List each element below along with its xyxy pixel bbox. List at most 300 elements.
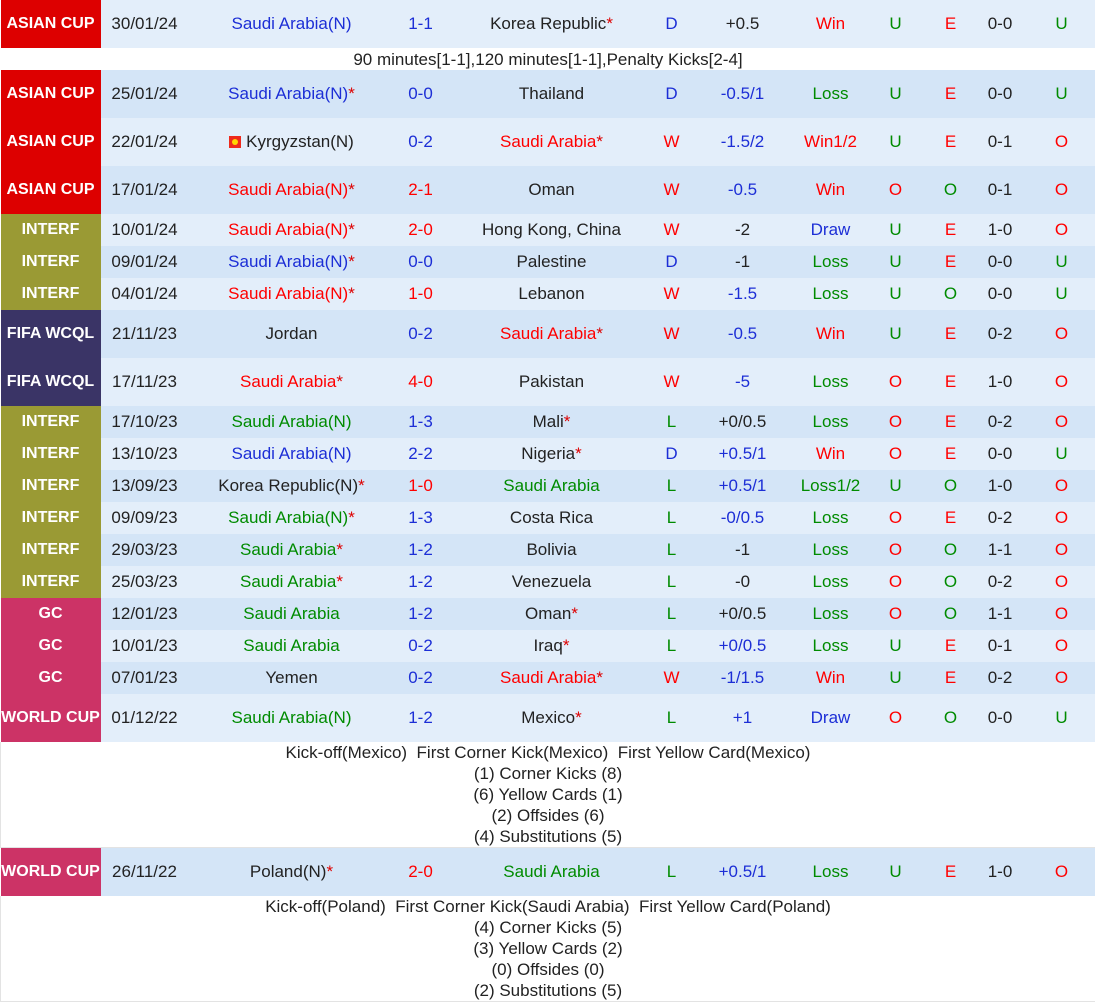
over-under-text: U bbox=[889, 636, 901, 655]
home-team[interactable] bbox=[189, 278, 395, 310]
final-score-text[interactable]: 2-0 bbox=[408, 862, 433, 881]
odd-even bbox=[929, 566, 973, 598]
match-detail bbox=[1, 896, 1095, 1002]
away-team-name[interactable]: Mali bbox=[533, 412, 564, 431]
half-time-score bbox=[973, 246, 1028, 278]
match-result bbox=[657, 278, 687, 310]
half-time-over-under-text: O bbox=[1055, 508, 1068, 527]
half-time-over-under bbox=[1028, 848, 1095, 896]
match-result-text: L bbox=[667, 862, 676, 881]
home-team[interactable] bbox=[189, 848, 395, 896]
half-time-score-text: 0-2 bbox=[988, 572, 1013, 591]
match-result bbox=[657, 0, 687, 48]
final-score-text[interactable]: 1-2 bbox=[408, 708, 433, 727]
half-time-score bbox=[973, 848, 1028, 896]
league-badge[interactable] bbox=[1, 470, 101, 502]
away-team-name[interactable]: Bolivia bbox=[526, 540, 576, 559]
handicap-line-text: -1 bbox=[735, 252, 750, 271]
odd-even bbox=[929, 848, 973, 896]
handicap-result bbox=[799, 310, 863, 358]
away-team[interactable] bbox=[447, 118, 657, 166]
over-under-text: U bbox=[889, 324, 901, 343]
handicap-line-text: -0.5 bbox=[728, 180, 757, 199]
away-team-name[interactable]: Saudi Arabia bbox=[503, 476, 599, 495]
league-name: INTERF bbox=[22, 253, 80, 270]
half-time-over-under-text: O bbox=[1055, 862, 1068, 881]
handicap-line bbox=[687, 694, 799, 742]
half-time-score-text: 0-0 bbox=[988, 284, 1013, 303]
match-row bbox=[1, 214, 1095, 246]
final-score-text[interactable]: 0-2 bbox=[408, 324, 433, 343]
home-team-name[interactable]: Saudi Arabia(N) bbox=[228, 252, 348, 271]
home-team[interactable] bbox=[189, 598, 395, 630]
handicap-line-text: -2 bbox=[735, 220, 750, 239]
final-score-text[interactable]: 1-3 bbox=[408, 412, 433, 431]
over-under bbox=[863, 694, 929, 742]
away-team[interactable] bbox=[447, 694, 657, 742]
half-time-over-under-text: U bbox=[1055, 14, 1067, 33]
over-under-text: U bbox=[889, 862, 901, 881]
final-score[interactable] bbox=[395, 534, 447, 566]
league-badge[interactable] bbox=[1, 310, 101, 358]
league-badge[interactable] bbox=[1, 598, 101, 630]
match-date-text: 09/01/24 bbox=[111, 252, 177, 271]
away-team[interactable] bbox=[447, 566, 657, 598]
odd-even bbox=[929, 630, 973, 662]
league-badge[interactable] bbox=[1, 166, 101, 214]
away-team-name[interactable]: Thailand bbox=[519, 84, 584, 103]
away-team-name[interactable]: Saudi Arabia bbox=[500, 324, 596, 343]
handicap-result-text: Loss bbox=[813, 540, 849, 559]
home-team-name[interactable]: Yemen bbox=[265, 668, 317, 687]
league-name: INTERF bbox=[22, 413, 80, 430]
home-team-name[interactable]: Saudi Arabia bbox=[240, 372, 336, 391]
home-team-name[interactable]: Saudi Arabia(N) bbox=[228, 284, 348, 303]
match-result-text: L bbox=[667, 604, 676, 623]
away-team[interactable] bbox=[447, 310, 657, 358]
home-team[interactable] bbox=[189, 566, 395, 598]
half-time-over-under-text: O bbox=[1055, 668, 1068, 687]
half-time-over-under bbox=[1028, 694, 1095, 742]
league-name: INTERF bbox=[22, 541, 80, 558]
away-team-name[interactable]: Saudi Arabia bbox=[500, 668, 596, 687]
match-date bbox=[101, 166, 189, 214]
league-name: INTERF bbox=[22, 221, 80, 238]
away-team[interactable] bbox=[447, 662, 657, 694]
match-row bbox=[1, 470, 1095, 502]
league-badge[interactable] bbox=[1, 438, 101, 470]
over-under-text: O bbox=[889, 708, 902, 727]
home-indicator: * bbox=[336, 372, 343, 391]
over-under bbox=[863, 662, 929, 694]
half-time-score-text: 0-1 bbox=[988, 180, 1013, 199]
half-time-over-under-text: O bbox=[1055, 180, 1068, 199]
half-time-score-text: 1-1 bbox=[988, 604, 1013, 623]
home-indicator: * bbox=[348, 252, 355, 271]
match-date bbox=[101, 214, 189, 246]
match-date bbox=[101, 598, 189, 630]
final-score-text[interactable]: 1-2 bbox=[408, 604, 433, 623]
home-team-name[interactable]: Saudi Arabia bbox=[240, 572, 336, 591]
league-badge[interactable] bbox=[1, 406, 101, 438]
match-result bbox=[657, 694, 687, 742]
odd-even-text: E bbox=[945, 84, 956, 103]
home-team[interactable] bbox=[189, 0, 395, 48]
final-score[interactable] bbox=[395, 310, 447, 358]
league-badge[interactable] bbox=[1, 70, 101, 118]
final-score[interactable] bbox=[395, 502, 447, 534]
half-time-over-under bbox=[1028, 566, 1095, 598]
final-score[interactable] bbox=[395, 630, 447, 662]
half-time-score bbox=[973, 358, 1028, 406]
league-badge[interactable] bbox=[1, 566, 101, 598]
final-score[interactable] bbox=[395, 278, 447, 310]
final-score-text[interactable]: 2-2 bbox=[408, 444, 433, 463]
away-team[interactable] bbox=[447, 0, 657, 48]
home-team-name[interactable]: Korea Republic(N) bbox=[218, 476, 358, 495]
handicap-result bbox=[799, 694, 863, 742]
away-team[interactable] bbox=[447, 166, 657, 214]
final-score-text[interactable]: 0-0 bbox=[408, 84, 433, 103]
away-team[interactable] bbox=[447, 438, 657, 470]
away-indicator: * bbox=[564, 412, 571, 431]
away-team[interactable] bbox=[447, 630, 657, 662]
match-row bbox=[1, 630, 1095, 662]
over-under bbox=[863, 438, 929, 470]
over-under-text: O bbox=[889, 372, 902, 391]
away-team-name[interactable]: Costa Rica bbox=[510, 508, 593, 527]
away-team-name[interactable]: Oman bbox=[528, 180, 574, 199]
final-score[interactable] bbox=[395, 70, 447, 118]
match-result-text: W bbox=[663, 284, 679, 303]
match-result-text: L bbox=[667, 708, 676, 727]
handicap-result bbox=[799, 70, 863, 118]
match-date-text: 04/01/24 bbox=[111, 284, 177, 303]
away-team-name[interactable]: Palestine bbox=[517, 252, 587, 271]
handicap-line-text: -1/1.5 bbox=[721, 668, 764, 687]
final-score[interactable] bbox=[395, 166, 447, 214]
match-date-text: 09/09/23 bbox=[111, 508, 177, 527]
away-team[interactable] bbox=[447, 70, 657, 118]
home-team[interactable] bbox=[189, 662, 395, 694]
odd-even bbox=[929, 662, 973, 694]
handicap-result-text: Draw bbox=[811, 708, 851, 727]
home-team-name[interactable]: Saudi Arabia(N) bbox=[231, 14, 351, 33]
home-indicator: * bbox=[348, 180, 355, 199]
half-time-over-under bbox=[1028, 0, 1095, 48]
match-date-text: 29/03/23 bbox=[111, 540, 177, 559]
match-date bbox=[101, 70, 189, 118]
home-team[interactable] bbox=[189, 246, 395, 278]
final-score-text[interactable]: 0-0 bbox=[408, 252, 433, 271]
half-time-over-under-text: O bbox=[1055, 572, 1068, 591]
match-date bbox=[101, 694, 189, 742]
handicap-line bbox=[687, 70, 799, 118]
detail-line: (0) Offsides (0) bbox=[1, 959, 1095, 980]
home-team[interactable] bbox=[189, 630, 395, 662]
home-team-name[interactable]: Saudi Arabia(N) bbox=[228, 220, 348, 239]
handicap-result bbox=[799, 0, 863, 48]
handicap-result-text: Win bbox=[816, 324, 845, 343]
half-time-over-under-text: O bbox=[1055, 476, 1068, 495]
handicap-result-text: Win bbox=[816, 444, 845, 463]
league-badge[interactable] bbox=[1, 246, 101, 278]
away-team-name[interactable]: Mexico bbox=[521, 708, 575, 727]
half-time-over-under bbox=[1028, 630, 1095, 662]
away-indicator: * bbox=[596, 132, 603, 151]
away-team[interactable] bbox=[447, 502, 657, 534]
home-team-name[interactable]: Saudi Arabia(N) bbox=[231, 708, 351, 727]
league-badge[interactable] bbox=[1, 0, 101, 48]
match-row bbox=[1, 70, 1095, 118]
final-score[interactable] bbox=[395, 848, 447, 896]
odd-even-text: E bbox=[945, 252, 956, 271]
handicap-result bbox=[799, 534, 863, 566]
away-indicator: * bbox=[596, 324, 603, 343]
detail-line: 90 minutes[1-1],120 minutes[1-1],Penalty Kicks[2-4] bbox=[1, 49, 1095, 70]
handicap-result-text: Loss bbox=[813, 84, 849, 103]
final-score-text[interactable]: 4-0 bbox=[408, 372, 433, 391]
match-result-text: D bbox=[665, 444, 677, 463]
final-score[interactable] bbox=[395, 214, 447, 246]
final-score[interactable] bbox=[395, 438, 447, 470]
final-score-text[interactable]: 0-2 bbox=[408, 132, 433, 151]
final-score-text[interactable]: 2-0 bbox=[408, 220, 433, 239]
over-under-text: U bbox=[889, 220, 901, 239]
home-team-name[interactable]: Kyrgyzstan(N) bbox=[246, 132, 354, 151]
home-team[interactable] bbox=[189, 358, 395, 406]
half-time-score-text: 1-0 bbox=[988, 372, 1013, 391]
half-time-score-text: 0-0 bbox=[988, 84, 1013, 103]
home-team-name[interactable]: Jordan bbox=[266, 324, 318, 343]
final-score[interactable] bbox=[395, 566, 447, 598]
away-team-name[interactable]: Nigeria bbox=[521, 444, 575, 463]
final-score[interactable] bbox=[395, 470, 447, 502]
league-name: ASIAN CUP bbox=[6, 85, 94, 102]
handicap-result bbox=[799, 630, 863, 662]
home-team[interactable] bbox=[189, 310, 395, 358]
away-team[interactable] bbox=[447, 470, 657, 502]
league-badge[interactable] bbox=[1, 502, 101, 534]
half-time-score bbox=[973, 118, 1028, 166]
over-under-text: O bbox=[889, 412, 902, 431]
odd-even bbox=[929, 406, 973, 438]
home-team[interactable] bbox=[189, 438, 395, 470]
final-score[interactable] bbox=[395, 246, 447, 278]
home-team[interactable] bbox=[189, 166, 395, 214]
home-team[interactable] bbox=[189, 470, 395, 502]
away-team[interactable] bbox=[447, 598, 657, 630]
home-team[interactable] bbox=[189, 214, 395, 246]
home-team-name[interactable]: Saudi Arabia bbox=[240, 540, 336, 559]
away-team[interactable] bbox=[447, 358, 657, 406]
league-badge[interactable] bbox=[1, 848, 101, 896]
home-team-name[interactable]: Saudi Arabia(N) bbox=[228, 180, 348, 199]
final-score-text[interactable]: 1-0 bbox=[408, 476, 433, 495]
half-time-score bbox=[973, 502, 1028, 534]
half-time-score-text: 0-0 bbox=[988, 14, 1013, 33]
match-date-text: 17/01/24 bbox=[111, 180, 177, 199]
over-under-text: U bbox=[889, 284, 901, 303]
over-under-text: O bbox=[889, 444, 902, 463]
away-team-name[interactable]: Hong Kong, China bbox=[482, 220, 621, 239]
odd-even bbox=[929, 166, 973, 214]
handicap-line-text: +0.5/1 bbox=[719, 476, 767, 495]
away-team[interactable] bbox=[447, 278, 657, 310]
away-team-name[interactable]: Lebanon bbox=[518, 284, 584, 303]
match-row bbox=[1, 310, 1095, 358]
match-result bbox=[657, 438, 687, 470]
odd-even-text: E bbox=[945, 862, 956, 881]
home-team[interactable] bbox=[189, 534, 395, 566]
half-time-over-under bbox=[1028, 310, 1095, 358]
half-time-score bbox=[973, 70, 1028, 118]
final-score-text[interactable]: 1-2 bbox=[408, 540, 433, 559]
home-team-name[interactable]: Saudi Arabia bbox=[243, 604, 339, 623]
half-time-score bbox=[973, 598, 1028, 630]
half-time-score-text: 0-2 bbox=[988, 668, 1013, 687]
final-score[interactable] bbox=[395, 662, 447, 694]
final-score-text[interactable]: 0-2 bbox=[408, 668, 433, 687]
match-result-text: W bbox=[663, 180, 679, 199]
match-detail-row bbox=[1, 896, 1095, 1002]
final-score[interactable] bbox=[395, 406, 447, 438]
match-date-text: 26/11/22 bbox=[112, 862, 177, 881]
final-score-text[interactable]: 2-1 bbox=[408, 180, 433, 199]
league-badge[interactable] bbox=[1, 534, 101, 566]
final-score[interactable] bbox=[395, 118, 447, 166]
half-time-score bbox=[973, 438, 1028, 470]
league-badge[interactable] bbox=[1, 358, 101, 406]
match-result-text: L bbox=[667, 636, 676, 655]
match-result bbox=[657, 470, 687, 502]
home-team[interactable] bbox=[189, 118, 395, 166]
league-badge[interactable] bbox=[1, 278, 101, 310]
away-team[interactable] bbox=[447, 406, 657, 438]
home-team-name[interactable]: Saudi Arabia(N) bbox=[231, 412, 351, 431]
match-row bbox=[1, 502, 1095, 534]
final-score[interactable] bbox=[395, 598, 447, 630]
handicap-line bbox=[687, 598, 799, 630]
odd-even bbox=[929, 118, 973, 166]
home-team-name[interactable]: Saudi Arabia(N) bbox=[228, 84, 348, 103]
match-result bbox=[657, 848, 687, 896]
half-time-score bbox=[973, 694, 1028, 742]
home-team[interactable] bbox=[189, 406, 395, 438]
away-team[interactable] bbox=[447, 848, 657, 896]
match-row bbox=[1, 662, 1095, 694]
home-indicator: * bbox=[336, 540, 343, 559]
match-result bbox=[657, 246, 687, 278]
handicap-result bbox=[799, 278, 863, 310]
match-row bbox=[1, 534, 1095, 566]
match-result bbox=[657, 166, 687, 214]
match-result bbox=[657, 310, 687, 358]
handicap-line-text: -1.5/2 bbox=[721, 132, 764, 151]
home-team-name[interactable]: Saudi Arabia(N) bbox=[228, 508, 348, 527]
handicap-result-text: Loss bbox=[813, 604, 849, 623]
match-result bbox=[657, 566, 687, 598]
league-badge[interactable] bbox=[1, 214, 101, 246]
final-score-text[interactable]: 1-3 bbox=[408, 508, 433, 527]
match-row bbox=[1, 166, 1095, 214]
match-result bbox=[657, 662, 687, 694]
away-team-name[interactable]: Venezuela bbox=[512, 572, 591, 591]
league-badge[interactable] bbox=[1, 118, 101, 166]
away-team[interactable] bbox=[447, 214, 657, 246]
handicap-line bbox=[687, 848, 799, 896]
handicap-result-text: Loss bbox=[813, 412, 849, 431]
handicap-result bbox=[799, 598, 863, 630]
away-team-name[interactable]: Saudi Arabia bbox=[500, 132, 596, 151]
league-name: INTERF bbox=[22, 509, 80, 526]
away-team[interactable] bbox=[447, 534, 657, 566]
odd-even-text: O bbox=[944, 540, 957, 559]
away-team[interactable] bbox=[447, 246, 657, 278]
half-time-score bbox=[973, 566, 1028, 598]
match-result-text: W bbox=[663, 324, 679, 343]
final-score-text[interactable]: 0-2 bbox=[408, 636, 433, 655]
half-time-over-under bbox=[1028, 502, 1095, 534]
away-team-name[interactable]: Oman bbox=[525, 604, 571, 623]
half-time-score-text: 0-2 bbox=[988, 508, 1013, 527]
handicap-line bbox=[687, 662, 799, 694]
league-badge[interactable] bbox=[1, 630, 101, 662]
handicap-line-text: +0.5/1 bbox=[719, 862, 767, 881]
handicap-line bbox=[687, 278, 799, 310]
home-team[interactable] bbox=[189, 502, 395, 534]
away-team-name[interactable]: Saudi Arabia bbox=[503, 862, 599, 881]
match-date-text: 13/09/23 bbox=[111, 476, 177, 495]
final-score[interactable] bbox=[395, 694, 447, 742]
final-score-text[interactable]: 1-2 bbox=[408, 572, 433, 591]
away-team-name[interactable]: Pakistan bbox=[519, 372, 584, 391]
home-team-name[interactable]: Saudi Arabia(N) bbox=[231, 444, 351, 463]
away-team-name[interactable]: Korea Republic bbox=[490, 14, 606, 33]
half-time-score-text: 0-1 bbox=[988, 132, 1013, 151]
match-result-text: L bbox=[667, 476, 676, 495]
match-row bbox=[1, 246, 1095, 278]
home-team[interactable] bbox=[189, 694, 395, 742]
half-time-over-under-text: O bbox=[1055, 324, 1068, 343]
away-indicator: * bbox=[606, 14, 613, 33]
half-time-score-text: 0-2 bbox=[988, 412, 1013, 431]
final-score-text[interactable]: 1-0 bbox=[408, 284, 433, 303]
final-score-text[interactable]: 1-1 bbox=[408, 14, 433, 33]
match-date-text: 10/01/24 bbox=[111, 220, 177, 239]
home-team-name[interactable]: Saudi Arabia bbox=[243, 636, 339, 655]
odd-even-text: E bbox=[945, 668, 956, 687]
match-date bbox=[101, 534, 189, 566]
odd-even-text: O bbox=[944, 180, 957, 199]
over-under-text: O bbox=[889, 604, 902, 623]
handicap-line bbox=[687, 246, 799, 278]
league-badge[interactable] bbox=[1, 662, 101, 694]
away-team-name[interactable]: Iraq bbox=[534, 636, 563, 655]
over-under bbox=[863, 630, 929, 662]
league-badge[interactable] bbox=[1, 694, 101, 742]
home-team-name[interactable]: Poland(N) bbox=[250, 862, 327, 881]
final-score[interactable] bbox=[395, 358, 447, 406]
match-date bbox=[101, 278, 189, 310]
match-date-text: 13/10/23 bbox=[111, 444, 177, 463]
odd-even bbox=[929, 534, 973, 566]
league-name: FIFA WCQL bbox=[7, 325, 94, 342]
home-team[interactable] bbox=[189, 70, 395, 118]
handicap-result bbox=[799, 566, 863, 598]
final-score[interactable] bbox=[395, 0, 447, 48]
odd-even bbox=[929, 598, 973, 630]
